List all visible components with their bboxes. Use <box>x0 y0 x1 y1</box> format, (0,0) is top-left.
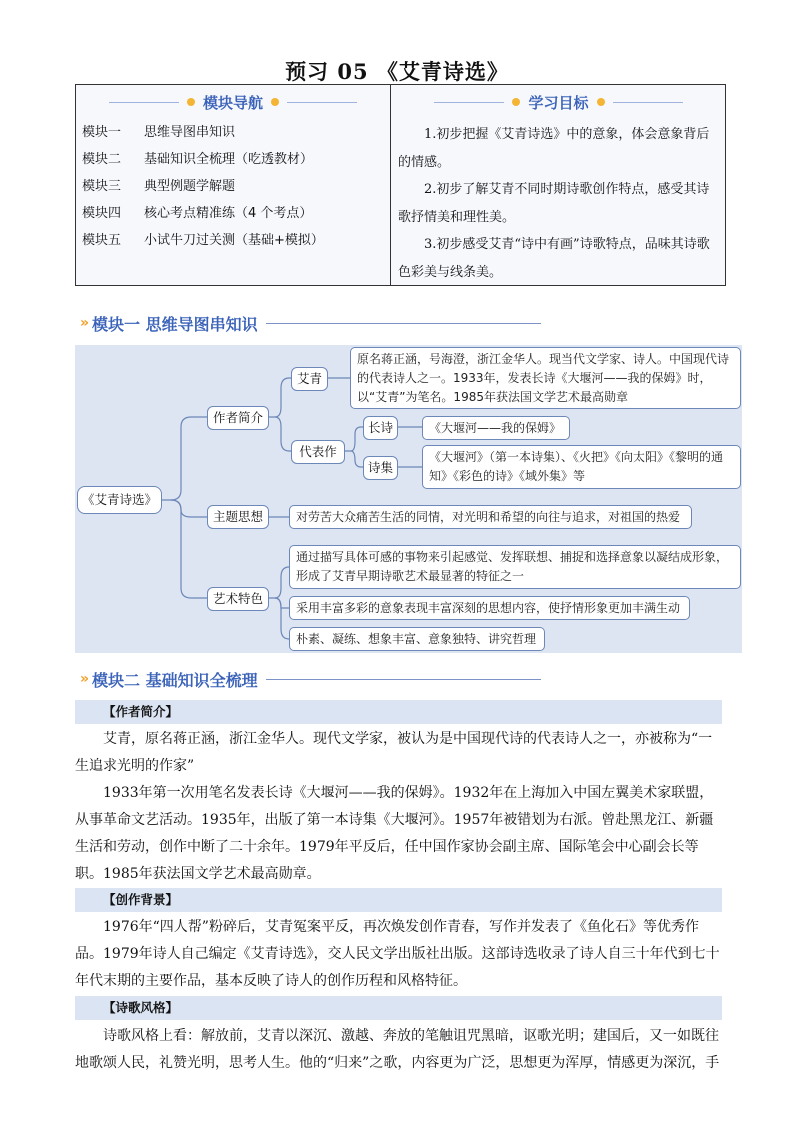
theme-text: 对劳苦大众痛苦生活的同情，对光明和希望的向往与追求，对祖国的热爱 <box>289 505 692 529</box>
nav-item[interactable]: 模块一 思维导图串知识 <box>82 125 236 140</box>
art-item: 通过描写具体可感的事物来引起感觉、发挥联想、捕捉和选择意象以凝结成形象，形成了艾青早期诗歌艺术最显著的特征之一 <box>289 545 741 589</box>
double-chevron-icon: » <box>80 315 87 331</box>
node-art: 艺术特色 <box>207 587 269 611</box>
double-chevron-icon: » <box>80 671 87 687</box>
table-divider <box>390 85 391 285</box>
dot-icon <box>187 98 195 106</box>
node-works: 代表作 <box>291 440 345 464</box>
nav-item[interactable]: 模块五 小试牛刀过关测（基础+模拟） <box>82 233 324 248</box>
goals-heading: 学习目标 <box>391 91 726 113</box>
mind-map <box>75 345 742 653</box>
node-theme: 主题思想 <box>207 505 269 529</box>
module-nav-list <box>82 119 324 254</box>
goal-item: 1.初步把握《艾青诗选》中的意象，体会意象背后的情感。 <box>398 127 710 170</box>
style-para: 诗歌风格上看：解放前，艾青以深沉、激越、奔放的笔触诅咒黑暗，讴歌光明；建国后，又一如既往地歌颂人民，礼赞光明，思考人生。他的“归来”之歌，内容更为广泛，思想更为浑厚，情感更为深沉，手 <box>75 1028 720 1071</box>
author-para-1: 艾青，原名蒋正涵，浙江金华人。现代文学家，被认为是中国现代诗的代表诗人之一，亦被称为“一生追求光明的作家” <box>75 731 713 774</box>
long-poem-text: 《大堰河——我的保姆》 <box>422 416 570 440</box>
dot-icon <box>271 98 279 106</box>
art-item: 朴素、凝练、想象丰富、意象独特、讲究哲理 <box>289 627 545 651</box>
aiqing-text: 原名蒋正涵，号海澄，浙江金华人。现当代文学家、诗人。中国现代诗的代表诗人之一。1933年，发表长诗《大堰河——我的保姆》时，以“艾青”为笔名。1985年获法国文学艺术最高勋章 <box>350 347 741 409</box>
node-collection: 诗集 <box>363 456 398 480</box>
nav-item[interactable]: 模块四 核心考点精准练（4 个考点） <box>82 206 313 221</box>
dot-icon <box>597 98 605 106</box>
goal-item: 2.初步了解艾青不同时期诗歌创作特点，感受其诗歌抒情美和理性美。 <box>398 182 710 225</box>
nav-item[interactable]: 模块三 典型例题学解题 <box>82 179 236 194</box>
header-rule <box>266 679 541 680</box>
goal-item: 3.初步感受艾青“诗中有画”诗歌特点，品味其诗歌色彩美与线条美。 <box>398 237 710 280</box>
node-long-poem: 长诗 <box>363 416 398 440</box>
node-aiqing: 艾青 <box>291 367 328 391</box>
nav-heading: 模块导航 <box>76 91 390 113</box>
learning-goals <box>398 121 716 286</box>
overview-table <box>75 84 726 286</box>
header-rule <box>266 323 541 324</box>
section-style-label: 【诗歌风格】 <box>75 996 722 1020</box>
collection-text: 《大堰河》（第一本诗集）、《火把》《向太阳》《黎明的通知》《彩色的诗》《域外集》等 <box>422 445 741 489</box>
author-para-2: 1933年第一次用笔名发表长诗《大堰河——我的保姆》。1932年在上海加入中国左翼美术家联盟，从事革命文艺活动。1935年，出版了第一本诗集《大堰河》。1957年被错划为右派。曾赴黑龙江、新疆生活和劳动，创作中断了二十余年。1979年平反后，任中国作家协会副主席、国际笔会中心副会长等职。1985年获法国文学艺术最高勋章。 <box>75 785 714 882</box>
section-background-label: 【创作背景】 <box>75 888 722 912</box>
dot-icon <box>512 98 520 106</box>
module2-header: » 模块二 基础知识全梳理 <box>80 667 541 691</box>
module1-header: » 模块一 思维导图串知识 <box>80 311 541 335</box>
section-author-label: 【作者简介】 <box>75 700 722 724</box>
mindmap-root: 《艾青诗选》 <box>77 486 162 514</box>
page-title: 预习 05 《艾青诗选》 <box>285 59 509 84</box>
background-para: 1976年“四人帮”粉碎后，艾青冤案平反，再次焕发创作青春，写作并发表了《鱼化石》等优秀作品。1979年诗人自己编定《艾青诗选》，交人民文学出版社出版。这部诗选收录了诗人自三十年代到七十年代末期的主要作品，基本反映了诗人的创作历程和风格特征。 <box>75 919 720 989</box>
art-item: 采用丰富多彩的意象表现丰富深刻的思想内容，使抒情形象更加丰满生动 <box>289 596 690 620</box>
node-author: 作者简介 <box>207 406 269 430</box>
nav-item[interactable]: 模块二 基础知识全梳理（吃透教材） <box>82 152 314 167</box>
